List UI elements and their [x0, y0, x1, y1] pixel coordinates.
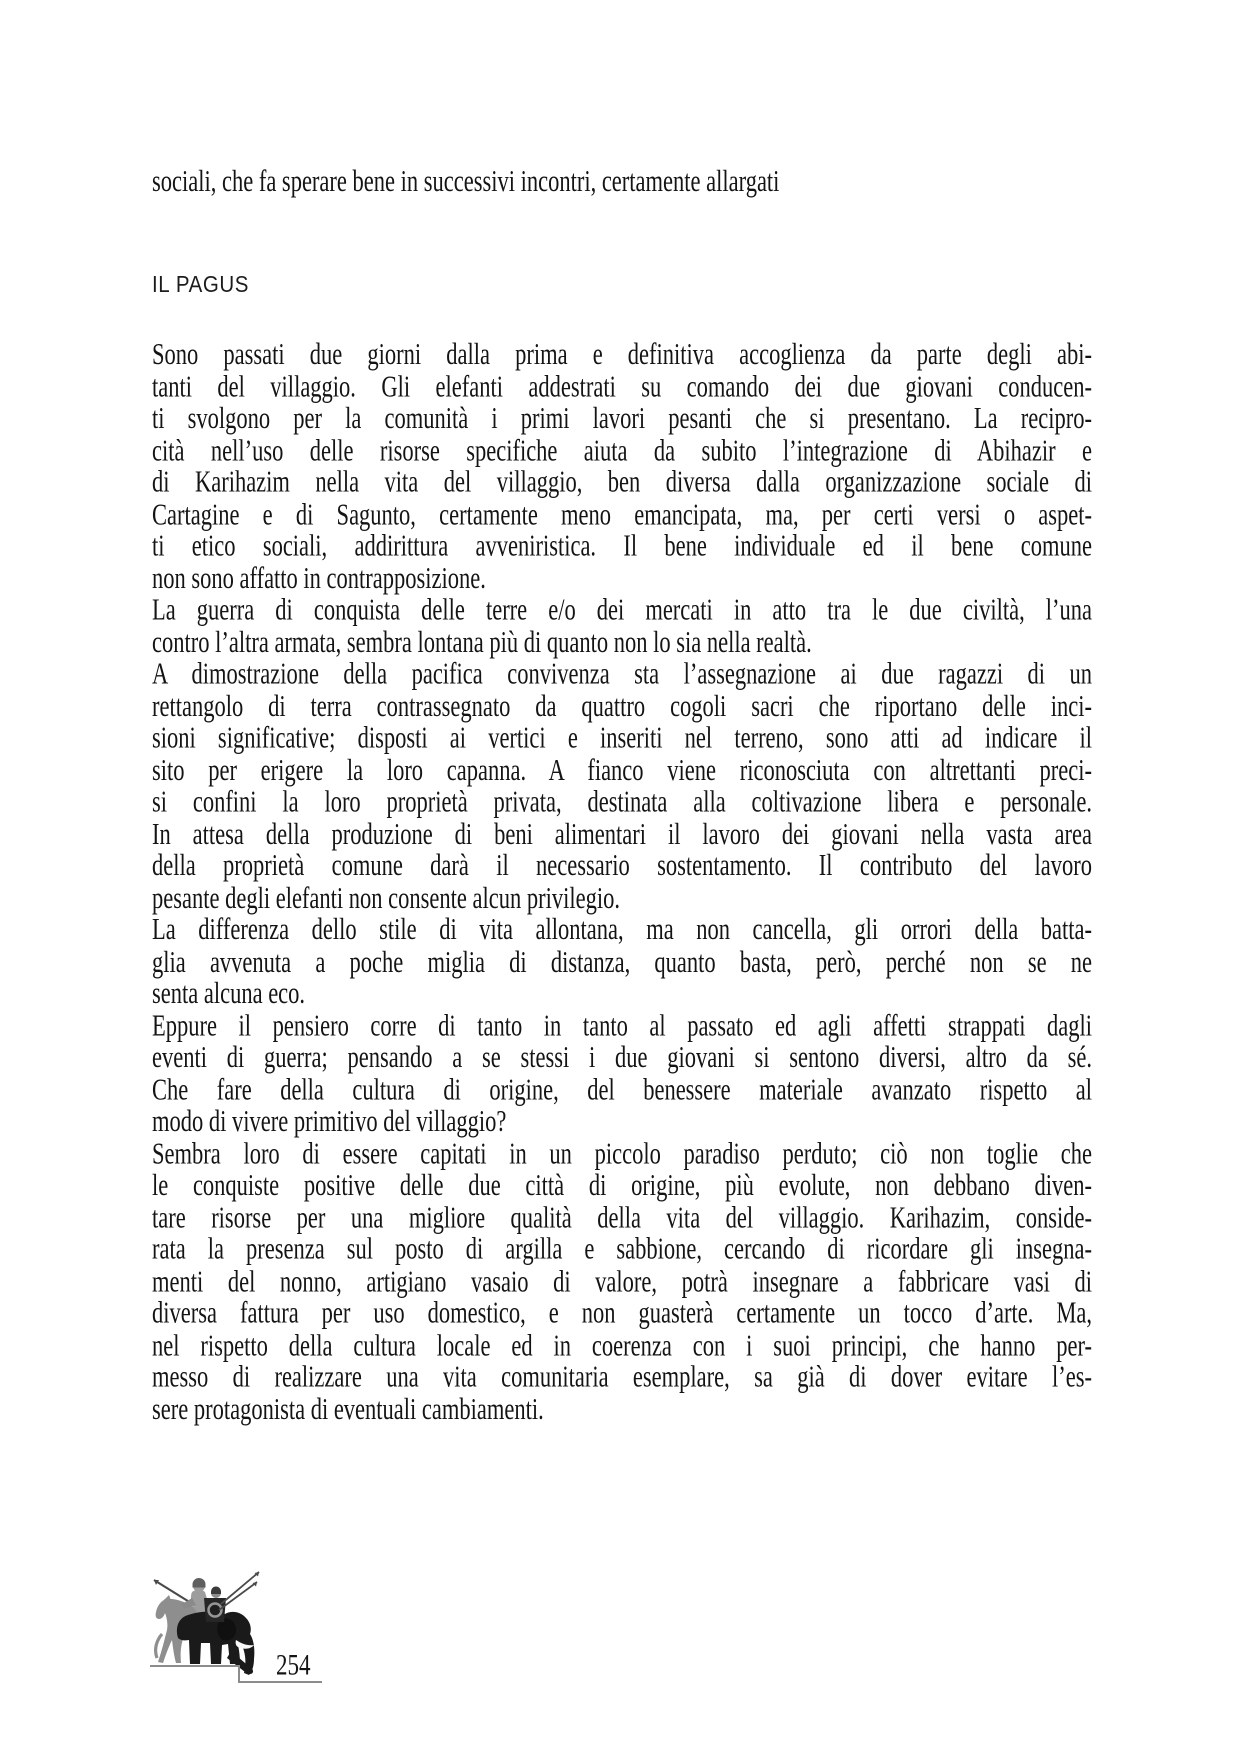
text-line: sito per erigere la loro capanna. A fianco viene riconosciuta con altrettanti preci-	[152, 752, 1092, 787]
footer-rule-lower	[238, 1681, 322, 1683]
paragraph	[152, 1009, 1092, 1137]
text-line: Eppure il pensiero corre di tanto in tanto al passato ed agli affetti strappati dagli	[152, 1007, 1092, 1042]
text-line: sere protagonista di eventuali cambiamenti.	[152, 1391, 544, 1426]
page-number: 254	[276, 1648, 311, 1681]
text-line: le conquiste positive delle due città di origine, più evolute, non debbano diven-	[152, 1167, 1092, 1202]
paragraph	[152, 913, 1092, 1009]
text-line: La guerra di conquista delle terre e/o dei mercati in atto tra le due civiltà, l’una	[152, 592, 1092, 627]
text-line: messo di realizzare una vita comunitaria esemplare, sa già di dover evitare l’es-	[152, 1359, 1092, 1394]
text-line: non sono affatto in contrapposizione.	[152, 560, 486, 595]
paragraph	[152, 658, 1092, 914]
text-line: tanti del villaggio. Gli elefanti addestrati su comando dei due giovani conducen-	[152, 368, 1092, 403]
text-line: diversa fattura per uso domestico, e non guasterà certamente un tocco d’arte. Ma,	[152, 1295, 1092, 1330]
text-line: sioni significative; disposti ai vertici e inseriti nel terreno, sono atti ad indicare il	[152, 720, 1092, 755]
text-line: della proprietà comune darà il necessario sostentamento. Il contributo del lavoro	[152, 848, 1092, 882]
text-line: Che fare della cultura di origine, del benessere materiale avanzato rispetto al	[152, 1071, 1092, 1106]
continuation-text: sociali, che fa sperare bene in successivi incontri, certamente allargati	[152, 163, 780, 198]
paragraph	[152, 594, 1092, 658]
text-line: rata la presenza sul posto di argilla e sabbione, cercando di ricordare gli insegna-	[152, 1231, 1092, 1266]
text-line: A dimostrazione della pacifica convivenza sta l’assegnazione ai due ragazzi di un	[152, 656, 1092, 691]
paragraph	[152, 338, 1092, 594]
war-elephant-illustration	[128, 1558, 268, 1688]
text-line: pesante degli elefanti non consente alcun privilegio.	[152, 879, 620, 914]
text-line: La differenza dello stile di vita allontana, ma non cancella, gli orrori della batta-	[152, 911, 1092, 946]
text-line: tare risorse per una migliore qualità della vita del villaggio. Karihazim, conside-	[152, 1199, 1092, 1234]
footer-rule-upper	[150, 1665, 239, 1667]
text-line: modo di vivere primitivo del villaggio?	[152, 1103, 507, 1138]
text-line: di Karihazim nella vita del villaggio, ben diversa dalla organizzazione sociale di	[152, 464, 1092, 499]
text-line: glia avvenuta a poche miglia di distanza, quanto basta, però, perché non se ne	[152, 943, 1092, 978]
text-line: senta alcuna eco.	[152, 975, 306, 1010]
text-line: menti del nonno, artigiano vasaio di valore, potrà insegnare a fabbricare vasi di	[152, 1263, 1092, 1298]
text-line: Sembra loro di essere capitati in un piccolo paradiso perduto; ciò non toglie che	[152, 1135, 1092, 1170]
text-line: eventi di guerra; pensando a se stessi i due giovani si sentono diversi, altro da sé.	[152, 1039, 1092, 1074]
text-line: In attesa della produzione di beni alimentari il lavoro dei giovani nella vasta area	[152, 816, 1092, 851]
text-line: Sono passati due giorni dalla prima e definitiva accoglienza da parte degli abi-	[152, 336, 1092, 371]
text-line: Cartagine e di Sagunto, certamente meno emancipata, ma, per certi versi o aspet-	[152, 496, 1092, 531]
paragraph	[152, 1137, 1092, 1425]
section-heading: IL PAGUS	[152, 271, 250, 298]
text-line: rettangolo di terra contrassegnato da quattro cogoli sacri che riportano delle inci-	[152, 688, 1092, 723]
text-line: contro l’altra armata, sembra lontana più di quanto non lo sia nella realtà.	[152, 624, 812, 659]
text-line: ti svolgono per la comunità i primi lavori pesanti che si presentano. La recipro-	[152, 400, 1092, 435]
howdah-icon	[204, 1586, 226, 1622]
text-line: si confini la loro proprietà privata, destinata alla coltivazione libera e personale.	[152, 784, 1092, 819]
body-text	[152, 338, 1092, 1425]
text-line: cità nell’uso delle risorse specifiche aiuta da subito l’integrazione di Abihazir e	[152, 432, 1092, 467]
text-line: ti etico sociali, addirittura avveniristica. Il bene individuale ed il bene comune	[152, 528, 1092, 563]
text-line: nel rispetto della cultura locale ed in coerenza con i suoi principi, che hanno per-	[152, 1327, 1092, 1362]
